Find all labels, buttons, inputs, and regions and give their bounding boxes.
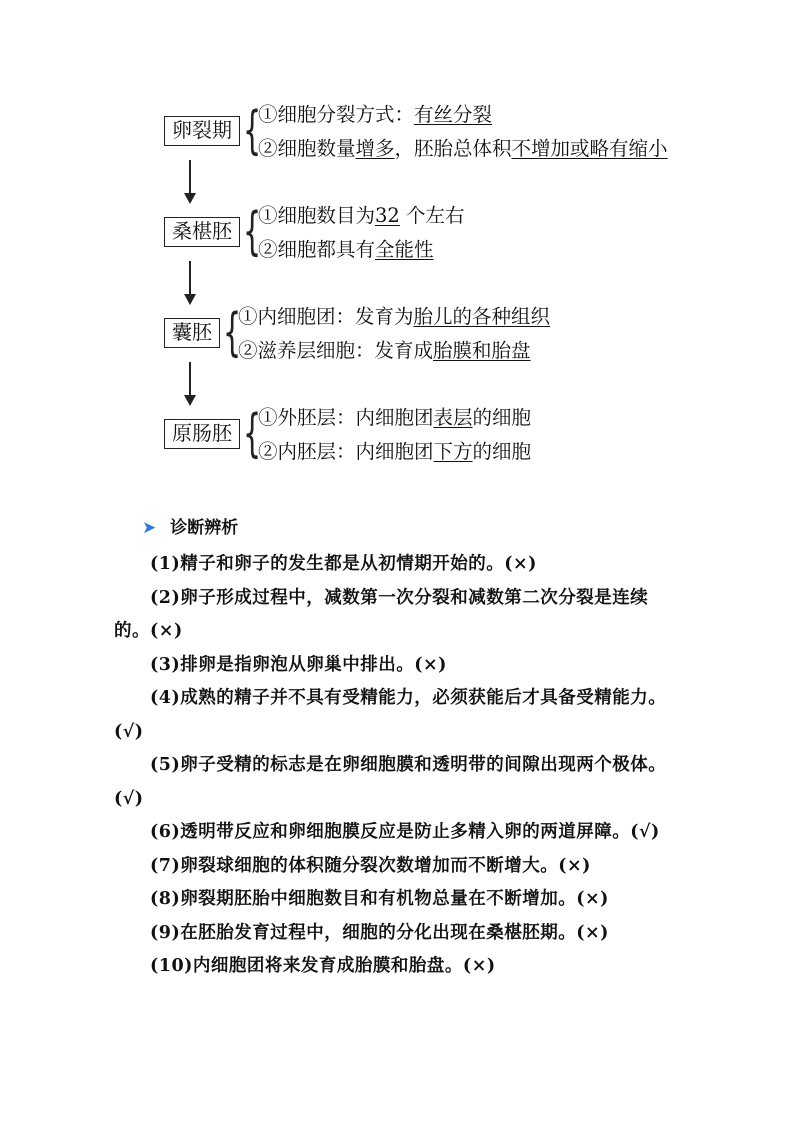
arrow-down-icon bbox=[189, 261, 191, 303]
stage-line bbox=[258, 136, 668, 162]
arrow-down-icon bbox=[189, 362, 191, 404]
line-text: ，胚胎总体积 bbox=[394, 137, 512, 160]
line-text: 个左右 bbox=[399, 204, 465, 227]
section-heading bbox=[142, 513, 238, 538]
stage-line bbox=[258, 405, 531, 431]
diagnosis-list bbox=[114, 548, 684, 984]
section-title: 诊断辨析 bbox=[170, 518, 239, 538]
stage-box: 原肠胚 bbox=[164, 419, 240, 449]
line-text: ①外胚层：内细胞团 bbox=[258, 406, 434, 429]
list-item: (1)精子和卵子的发生都是从初情期开始的。(×) bbox=[150, 554, 537, 574]
brace-icon: { bbox=[223, 303, 242, 363]
line-text: ②细胞都具有 bbox=[258, 238, 376, 261]
underlined-answer: 表层 bbox=[433, 406, 473, 429]
stage-box: 卵裂期 bbox=[164, 116, 240, 146]
stage-line bbox=[258, 102, 492, 128]
list-item: (2)卵子形成过程中，减数第一次分裂和减数第二次分裂是连续的。(×) bbox=[114, 587, 649, 641]
stage-line bbox=[258, 203, 465, 229]
list-item: (4)成熟的精子并不具有受精能力，必须获能后才具备受精能力。(√) bbox=[114, 688, 667, 742]
list-item: (7)卵裂球细胞的体积随分裂次数增加而不断增大。(×) bbox=[150, 855, 591, 876]
stage-line bbox=[238, 304, 550, 330]
stage-box: 桑椹胚 bbox=[164, 217, 240, 247]
underlined-answer: 下方 bbox=[433, 440, 473, 463]
line-text: ①内细胞团：发育为 bbox=[238, 305, 414, 328]
arrow-down-icon bbox=[189, 160, 191, 202]
line-text: ①细胞数目为 bbox=[258, 204, 376, 227]
line-text: ①细胞分裂方式： bbox=[258, 103, 415, 126]
list-item: (3)排卵是指卵泡从卵巢中排出。(×) bbox=[150, 654, 447, 675]
stage-line bbox=[238, 338, 531, 364]
underlined-answer: 全能性 bbox=[375, 238, 434, 261]
underlined-answer: 增多 bbox=[355, 137, 395, 160]
list-item: (6)透明带反应和卵细胞膜反应是防止多精入卵的两道屏障。(√) bbox=[150, 822, 660, 842]
line-text: 的细胞 bbox=[472, 406, 532, 429]
line-text: 的细胞 bbox=[472, 440, 532, 463]
list-item: (5)卵子受精的标志是在卵细胞膜和透明带的间隙出现两个极体。(√) bbox=[114, 755, 667, 809]
line-text: ②滋养层细胞：发育成 bbox=[238, 339, 434, 362]
list-item: (8)卵裂期胚胎中细胞数目和有机物总量在不断增加。(×) bbox=[150, 889, 609, 909]
triangle-bullet-icon: ➤ bbox=[142, 518, 157, 538]
list-item: (9)在胚胎发育过程中，细胞的分化出现在桑椹胚期。(×) bbox=[150, 922, 609, 943]
list-item: (10)内细胞团将来发育成胎膜和胎盘。(×) bbox=[150, 956, 496, 976]
line-text: ②细胞数量 bbox=[258, 137, 356, 160]
underlined-answer: 胎儿的各种组织 bbox=[413, 305, 551, 328]
underlined-answer: 32 bbox=[375, 204, 400, 227]
underlined-answer: 胎膜和胎盘 bbox=[433, 339, 531, 362]
line-text: ②内胚层：内细胞团 bbox=[258, 440, 434, 463]
brace-icon: { bbox=[243, 404, 262, 464]
stage-line bbox=[258, 439, 531, 465]
stage-line bbox=[258, 237, 434, 263]
brace-icon: { bbox=[243, 101, 262, 161]
brace-icon: { bbox=[243, 202, 262, 262]
stage-box: 囊胚 bbox=[164, 318, 220, 348]
underlined-answer: 不增加或略有缩小 bbox=[511, 137, 668, 160]
underlined-answer: 有丝分裂 bbox=[414, 103, 493, 126]
